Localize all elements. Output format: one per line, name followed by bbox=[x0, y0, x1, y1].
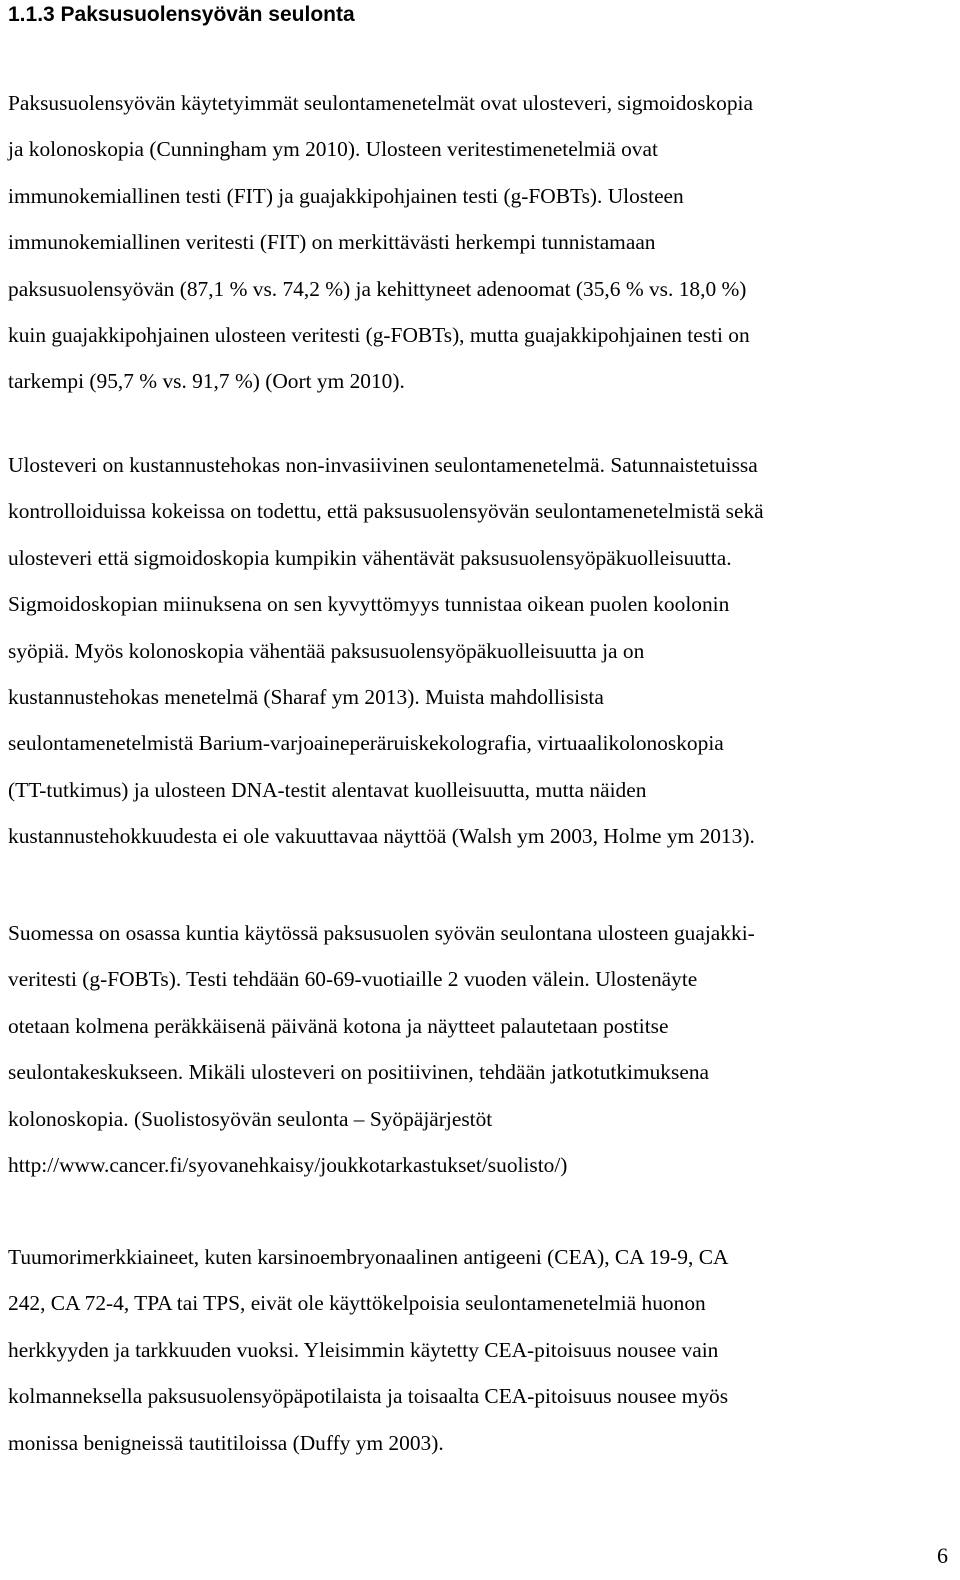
text-line: 242, CA 72-4, TPA tai TPS, eivät ole käyttökelpoisia seulontamenetelmiä huonon bbox=[8, 1291, 706, 1316]
paragraph-tumor-markers bbox=[8, 1234, 728, 1466]
text-line: herkkyyden ja tarkkuuden vuoksi. Yleisimmin käytetty CEA-pitoisuus nousee vain bbox=[8, 1337, 719, 1362]
text-line: Tuumorimerkkiaineet, kuten karsinoembryonaalinen antigeeni (CEA), CA 19-9, CA bbox=[8, 1245, 729, 1269]
text-line: kolonoskopia. (Suolistosyövän seulonta – Syöpäjärjestöt bbox=[8, 1106, 493, 1131]
text-line: Paksusuolensyövän käytetyimmät seulontamenetelmät ovat ulosteveri, sigmoidoskopia bbox=[8, 91, 753, 115]
text-line: tarkempi (95,7 % vs. 91,7 %) (Oort ym 2010). bbox=[8, 369, 405, 394]
text-line: Suomessa on osassa kuntia käytössä paksusuolen syövän seulontana ulosteen guajakki- bbox=[8, 921, 755, 945]
text-line: kuin guajakkipohjainen ulosteen veritesti (g-FOBTs), mutta guajakkipohjainen testi on bbox=[8, 323, 750, 348]
text-line: syöpiä. Myös kolonoskopia vähentää paksusuolensyöpäkuolleisuutta ja on bbox=[8, 638, 645, 663]
page-number: 6 bbox=[937, 1543, 948, 1568]
text-line: veritesti (g-FOBTs). Testi tehdään 60-69-vuotiaille 2 vuoden välein. Ulostenäyte bbox=[8, 967, 698, 992]
text-line: kustannustehokkuudesta ei ole vakuuttavaa näyttöä (Walsh ym 2003, Holme ym 2013). bbox=[8, 824, 755, 849]
text-line: seulontakeskukseen. Mikäli ulosteveri on positiivinen, tehdään jatkotutkimuksena bbox=[8, 1060, 710, 1085]
text-line: immunokemiallinen veritesti (FIT) on merkittävästi herkempi tunnistamaan bbox=[8, 230, 656, 255]
text-line: ja kolonoskopia (Cunningham ym 2010). Ulosteen veritestimenetelmiä ovat bbox=[8, 137, 658, 162]
text-line: paksusuolensyövän (87,1 % vs. 74,2 %) ja kehittyneet adenoomat (35,6 % vs. 18,0 %) bbox=[8, 276, 747, 301]
text-line: ulosteveri että sigmoidoskopia kumpikin vähentävät paksusuolensyöpäkuolleisuutta. bbox=[8, 545, 732, 570]
text-line: kustannustehokas menetelmä (Sharaf ym 2013). Muista mahdollisista bbox=[8, 685, 604, 710]
text-line: Sigmoidoskopian miinuksena on sen kyvyttömyys tunnistaa oikean puolen koolonin bbox=[8, 592, 730, 617]
text-line: monissa benigneissä tautitiloissa (Duffy ym 2003). bbox=[8, 1430, 444, 1455]
text-line: Ulosteveri on kustannustehokas non-invasiivinen seulontamenetelmä. Satunnaistetuissa bbox=[8, 453, 758, 477]
paragraph-cost-effectiveness bbox=[8, 442, 764, 860]
text-line: (TT-tutkimus) ja ulosteen DNA-testit alentavat kuolleisuutta, mutta näiden bbox=[8, 777, 647, 802]
paragraph-finland-screening bbox=[8, 910, 755, 1188]
url-line: http://www.cancer.fi/syovanehkaisy/joukkotarkastukset/suolisto/) bbox=[8, 1153, 568, 1178]
text-line: kontrolloiduissa kokeissa on todettu, että paksusuolensyövän seulontamenetelmistä sekä bbox=[8, 499, 764, 524]
text-line: seulontamenetelmistä Barium-varjoaineperäruiskekolografia, virtuaalikolonoskopia bbox=[8, 731, 724, 756]
text-line: immunokemiallinen testi (FIT) ja guajakkipohjainen testi (g-FOBTs). Ulosteen bbox=[8, 183, 684, 208]
text-line: kolmanneksella paksusuolensyöpäpotilaista ja toisaalta CEA-pitoisuus nousee myös bbox=[8, 1384, 729, 1409]
text-line: otetaan kolmena peräkkäisenä päivänä kotona ja näytteet palautetaan postitse bbox=[8, 1013, 669, 1038]
paragraph-screening-methods bbox=[8, 80, 753, 405]
section-heading: 1.1.3 Paksusuolensyövän seulonta bbox=[8, 3, 355, 26]
